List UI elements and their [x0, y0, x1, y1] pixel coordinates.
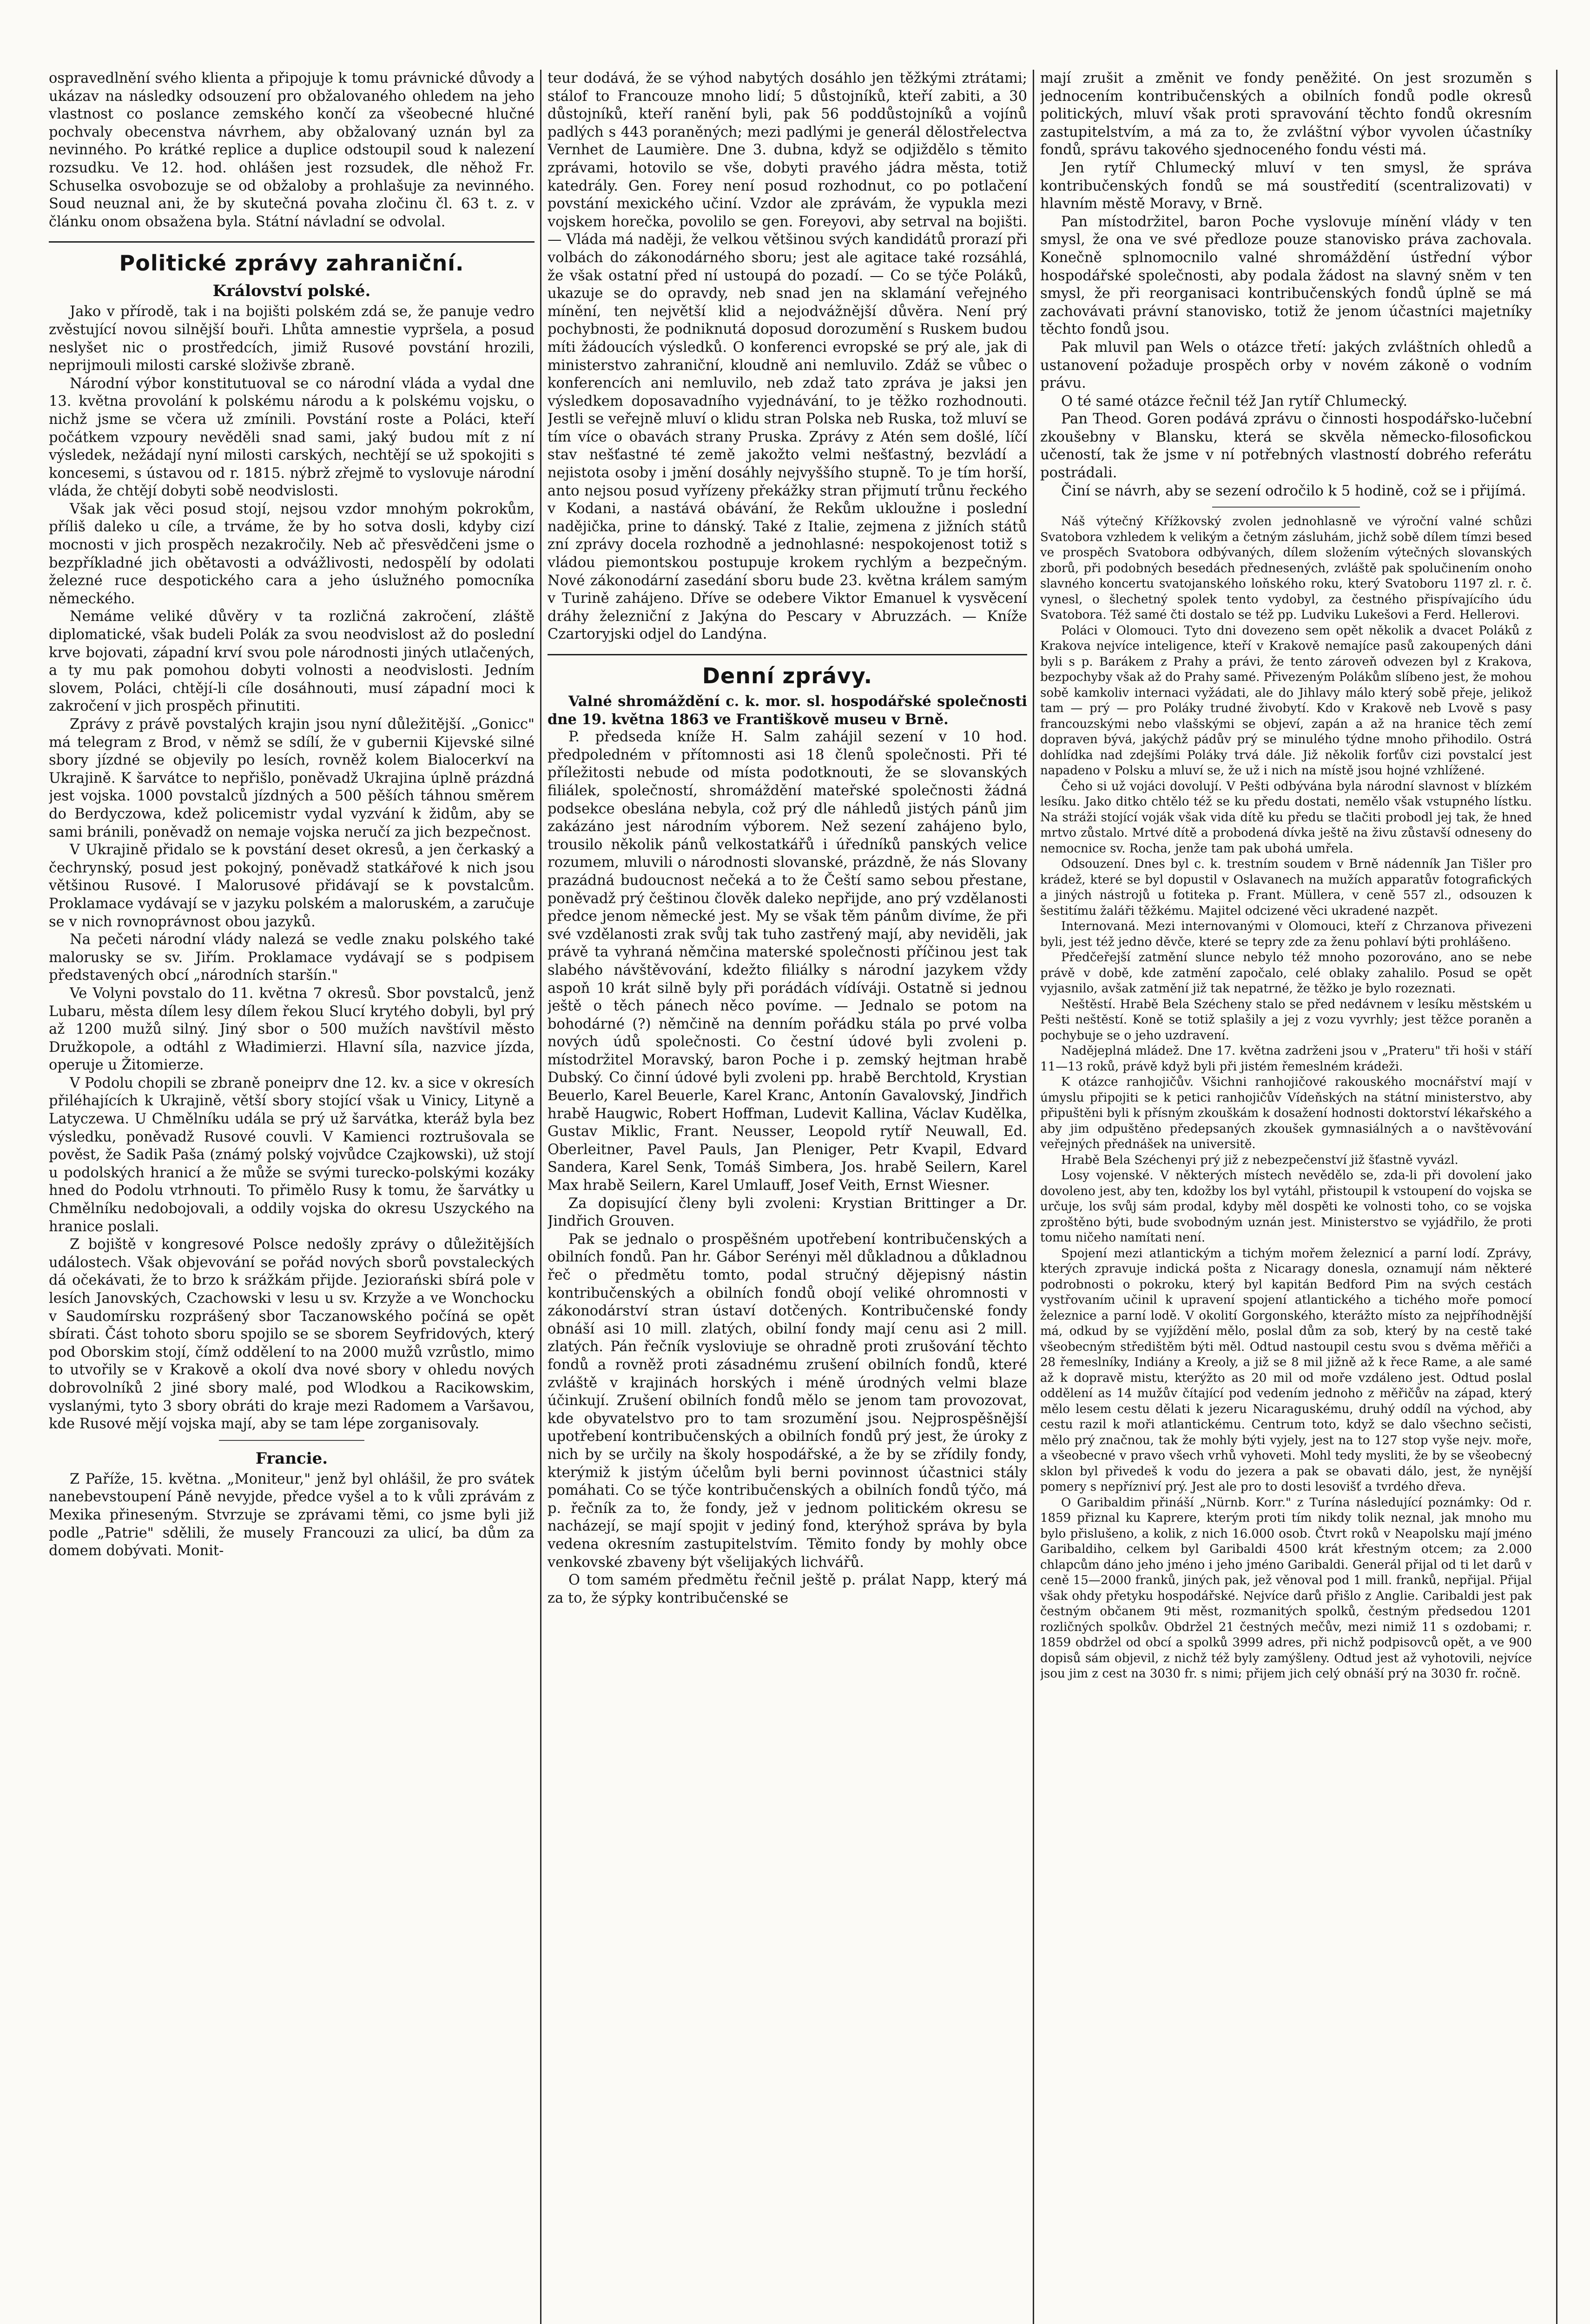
paragraph: Nemáme veliké důvěry v ta rozličná zakročení, zláště diplomatické, však budeli Polák za svou neodvislost až do poslední krve bojovati, západní krví svou pole národnosti jiných utlačených, a ty mu pak pomohou dobyti volnosti a neodvislosti. Jedním slovem, Poláci, chtějí-li cíle dosáhnouti, musí západní moci k zakročení v jich prospěch přinutiti.	[49, 608, 534, 715]
paragraph: Národní výbor konstitutuoval se co národní vláda a vydal dne 13. května provolání k polskému národu a k polskému vojsku, o nichž jsme se včera už zmínili. Povstání roste a Poláci, kteří počátkem vzpoury nevěděli snad sami, jaký budou mít z ní výsledek, nežádají nyní milosti carských, nechtějí se už spokojiti s koncesemi, s ústavou od r. 1815. nýbrž zřejmě to vyslovuje národní vláda, že chtějí dobyti sobě neodvislosti.	[49, 375, 534, 500]
column-2	[548, 70, 1027, 2324]
paragraph-paris: Z Paříže, 15. května. „Moniteur," jenž byl ohlášil, že pro svátek nanebevstoupení Páně nevyjde, předce vyšel a to k vůli zprávám z Mexika přineseným. Stvrzuje se zprávami těmi, co jsme byli již podle „Patrie" sdělili, že musely Francouzi za ulicí, ba dům za domem dobývati. Monit-	[49, 1471, 534, 1559]
subheading-poland: Království polské.	[212, 282, 371, 301]
short-divider	[1212, 507, 1359, 508]
paragraph: Činí se návrh, aby se sezení odročilo k 5 hodině, což se i přijímá.	[1061, 482, 1526, 499]
brief-item: Hrabě Bela Széchenyi prý již z nebezpečenství již šťastně vyvázl.	[1061, 1153, 1458, 1167]
paragraph: Jen rytíř Chlumecký mluví v ten smysl, že správa kontribučenských fondů se má soustředití (scentralizovati) v hlavním městě Moravy, v Brně.	[1040, 159, 1532, 212]
brief-item: Poláci v Olomouci. Tyto dni dovezeno sem opět několik a dvacet Poláků z Krakova nejvíce inteligence, kteří v Krakově nemajíce pasů zakoupených dáni byli s p. Barákem z Prahy a právi, že tento zároveň odvezen byl z Krakova, bezpochyby však až do Prahy samé. Přivezeným Polákům slíbeno jest, že mohou sobě kamkoliv internaci vyžádati, ale do Jihlavy málo který sobě přeje, jelikož tam — prý — pro Poláky trudné živobytí. Kdo v Krakově neb Lvově s pasy francouzskými nebo vlašskými se objeví, zapán a až na hranice těch zemí dopraven bývá, jakýchž pádův prý se minulého týdne mnoho přihodilo. Ostrá dohlídka nad zdejšími Poláky trvá dále. Již několik forťův cizi povstalcí jest napadeno v Polsku a mluví se, že už i nich na místě jsou hojné vzhlížené.	[1040, 623, 1532, 778]
court-report-ending: ospravedlnění svého klienta a připojuje k tomu právnické důvody a ukázav na následky odsouzení pro obžalovaného ohledem na jeho vlastnost co poslance zemského končí za všeobecné hlučné pochvaly obecenstva návrhem, aby obžalovaný uznán byl za nevinného. Po krátké replice a duplice odstoupil soud k nalezení rozsudku. Ve 12. hod. ohlášen jest rozsudek, dle něhož Fr. Schuselka osvobozuje se od obžaloby a prohlašuje za nevinného. Soud neuznal ani, že by skutečná povaha zločinu čl. 63 t. z. v článku onom obsažena byla. Státní návladní se odvolal.	[49, 70, 534, 230]
section-divider	[49, 241, 534, 243]
brief-item: Nadějeplná mládež. Dne 17. května zadrženi jsou v „Prateru" tři hoši v stáří 11—13 roků, právě když byli při jistém řemeslném krádeži.	[1040, 1044, 1532, 1074]
paragraph: Pan Theod. Goren podává zprávu o činnosti hospodářsko-lučební zkoušebny v Blansku, která se skvěla německo-filosofickou učeností, tak že jsme v ní potřebných vlastností dobrého referátu postrádali.	[1040, 411, 1532, 482]
paragraph: V Podolu chopili se zbraně poneiprv dne 12. kv. a sice v okresích přiléhajících k Ukrajině, větší sbory stojící však u Vinicy, Lityně a Latyczewa. U Chmělníku udála se prý už šarvátka, kteráž byla bez výsledku, poněvadž Rusové couvli. V Kamienci roztrušovala se pověst, že Sadik Paša (známý polský vojvůdce Czajkowski), už stojí u podolských hranicí a že může se svými turecko-polskými kozáky hned do Podolu vtrhnouti. To přimělo Rusy k tomu, že šarvátky u Chmělníku nedobojovali, a oddily vojska do okresu Uszyckého na hranice poslali.	[49, 1075, 534, 1235]
paragraph: Jako v přírodě, tak i na bojišti polském zdá se, že panuje vedro zvěstující novou silnější bouři. Lhůta amnestie vypršela, a posud neslyšet nic o prostředcích, jimiž Rusové povstání hrozili, neprijmouli milosti carské složivše zbraně.	[49, 304, 534, 374]
paragraph: Z bojiště v kongresové Polsce nedošly zprávy o důležitějších událostech. Však objevování se pořád nových sborů povstaleckých dá očekávati, že to brzo k srážkám přijde. Jeziorański sbírá pole v lesích Janovských, Czachowski v lesu u sv. Krzyže a ve Wonchocku v Saudomírsku rozprášený sbor Taczanowského počíná se opět sbírati. Část tohoto sboru spojilo se se sborem Seyfridových, který pod Oborskim stojí, čímž oddělení to na 2000 mužů vzrůstlo, mimo to utvořily se v Krakově a okolí dva nové sbory v ohledu nových dobrovolníků 2 jiné sbory malé, pod Wlodkou a Racikowskim, vyslanými, tyto 3 sbory obráti do kraje mezi Radomem a Varšavou, kde Rusové mějí vojska mají, aby se tam lépe zorganisovaly.	[49, 1236, 534, 1433]
section-divider	[548, 654, 1027, 655]
brief-item: Losy vojenské. V některých místech nevědělo se, zda-li při dovolení jako dovoleno jest, aby ten, kdožby los byl vytáhl, přistoupil k vstoupení do vojska se určuje, los svůj sám prodal, kdyby měl dospěti ke volnosti toho, co se vojska zproštěno býti, bude svobodným uznán jest. Ministerstvo se vyjádřilo, že proti tomu ničeho namítati není.	[1040, 1169, 1532, 1245]
brief-item: Internovaná. Mezi internovanými v Olomouci, kteří z Chrzanova přivezeni byli, jest též jedno děvče, které se tepry zde za ženu pohlaví býti prohlášeno.	[1040, 919, 1532, 949]
paragraph: Pak mluvil pan Wels o otázce třetí: jakých zvláštních ohledů a ustanovení požaduje prospěch orby v novém zákoně o vodním právu.	[1040, 339, 1532, 392]
paragraph: Zprávy z právě povstalých krajin jsou nyní důležitější. „Gonicc" má telegram z Brod, v němž se sdílí, že v gubernii Kijevské silné sbory jízdné se objevily po lesích, rovněž kolem Bialocerkví na Ukrajině. K šarvátce to nepřišlo, poněvadž Ukrajina úplně prázdná jest vojska. 1000 povstalců jízdných a 500 pěších táhnou směrem do Berdyczowa, kdež policemistr vydal vyzvání k židům, aby se sami bránili, poněvadž on nemaje vojska neručí za jich bezpečnost.	[49, 716, 534, 840]
brief-item: Předčeřejší zatmění slunce nebylo též mnoho pozorováno, ano se nebe právě v době, kde zatmění započalo, celé oblaky zahalilo. Posud se opět vyjasnilo, avšak zatmění již tak nepatrné, že těžko je bylo rozeznati.	[1040, 951, 1532, 996]
brief-item: Čeho si už vojáci dovolují. V Pešti odbývána byla národní slavnost v blízkém lesíku. Jako ditko chtělo též se ku předu dostati, nemělo však vstupného lístku. Na stráži stojící voják však vida dítě ku předu se tlačiti probodl jej tak, že hned mrtvo zůstalo. Mrtvé dítě a probodená dívka ještě na živu zůstavší odneseny do nemocnice sv. Rocha, jenže tam pak ubohá umřela.	[1040, 779, 1532, 856]
paragraph-continued: teur dodává, že se výhod nabytých dosáhlo jen těžkými ztrátami; stálof to Francouze mnoho lidí; 5 důstojníků, kteří zabiti, a 30 důstojníků, kteří ranění byli, pak 56 poddůstojníků a vojínů padlých s 443 poraněných; mezi padlými je generál dělostřelectva Vernhet de Laumière. Dne 3. dubna, když se odjiždělo s těmito zprávami, hotovilo se vše, dobyti pravého jádra města, totiž katedrály. Gen. Forey není posud rozhodnut, co po potlačení povstání mexického učiní. Vzdor ale zprávám, že vypukla mezi vojskem horečka, povolilo se gen. Foreyovi, aby setrval na bojišti. — Vláda má naději, že velkou většinou svých kandidátů prorazí při volbách do zákonodárného sboru; jest ale agitace také rozsáhlá, že však ostatní před ní ustoupá do pozadí. — Co se týče Poláků, ukazuje se do opravdy, neb snad jen na sklamání veřejného mínění, ten největší klid a nejodvážnější důvěra. Není prý pochybnosti, že podniknutá doposud dorozumění s Ruskem budou míti žádoucích výsledků. O konferenci evropské se prý ale, jak di ministerstvo zahraniční, kloudně ani nemluvilo. Zdáž se vůbec o konferencích ani nemluvilo, neb zdaž tato zpráva je jaksi jen výsledkem doposavadního vyjednávání, to je těžko rozhodnouti. Jestli se veřejně mluví o klidu stran Polska neb Ruska, tož mluví se tím více o obavách strany Pruska. Zprávy z Atén sem došlé, líčí stav nešťastné té země jakožto velmi nešťastný, bezvládí a nejistota osoby i jmění dosáhly nejvyššího stupně. To je tím horší, anto nejsou posud vyřízeny překážky stran přijmutí trůnu řeckého v Kodani, a nastává obávání, že Rekům ukloužne i poslední nadějička, prine to dánský. Také z Italie, zejmena z jižních států zní zprávy docela rozhodně a jednohlasné: nespokojenost totiž s vládou piemontskou postupuje krokem rychlým a bezpečným. Nové zákonodární zasedání sboru bude 23. května králem samým v Turině zahájeno. Dříve se odebere Viktor Emanuel k vysvěcení dráhy železniční z Jakýna do Pescary v Abruzzách. — Kníže Czartoryjski odjel do Landýna.	[548, 70, 1027, 643]
paragraph: V Ukrajině přidalo se k povstání deset okresů, a jen čerkaský a čechrynský, posud jest pokojný, poněvadž statkářové k nich jsou většinou Rusové. I Malorusové přidávají se k povstalcům. Proklamace vydávají se v jazyku polském a maloruském, a zaručuje se v nich rovnoprávnost obou jazyků.	[49, 842, 534, 930]
paragraph: Za dopisující členy byli zvoleni: Krystian Brittinger a Dr. Jindřich Grouven.	[548, 1195, 1027, 1230]
column-1	[49, 70, 534, 2324]
paragraph-continued: mají zrušit a změnit ve fondy peněžité. On jest srozuměn s jednocením kontribučenských a obilních fondů podle okresů politických, mluví však proti spravování těchto fondů okresním zastupitelstvím, a má za to, že zvláštní výbor vyvolen účastníky fondů, správu takového sjednoceného fondu vésti má.	[1040, 70, 1532, 158]
brief-item: Odsouzení. Dnes byl c. k. trestním soudem v Brně nádenník Jan Tišler pro krádež, které se byl dopustil v Oslavanech na mužích apparatův fotografických a jiných nástrojů u fotiteka p. Frant. Müllera, v ceně 557 zl., odsouzen k šestitímu žaláři těžkému. Majitel odcizené věci ukradené nazpět.	[1040, 857, 1532, 918]
paragraph: O tom samém předmětu řečnil ještě p. prálat Napp, který má za to, že sýpky kontribučenské se	[548, 1572, 1027, 1606]
meeting-headline: Valné shromáždění c. k. mor. sl. hospodářské společnosti dne 19. května 1863 ve Františkově museu v Brně.	[548, 693, 1027, 728]
brief-item: O Garibaldim přináší „Nürnb. Korr." z Turína následující poznámky: Od r. 1859 přiznal ku Kaprere, kterým proti tím nikdy tolik neznal, jak mnoho mu bylo přislušeno, a kolik, z nich 16.000 osob. Čtvrt roků v Neapolsku mají jméno Garibaldiho, celkem byl Garibaldi 4500 krát křestným otcem; za 2.000 chlapcům dáno jeho jméno i jeho jméno Garibaldi. Generál přijal od ti let darů v ceně 15—2000 franků, jiných pak, jež věnoval pod 1 mill. franků, nepřijal. Přijal však ohdy přetyku hospodářské. Nejvíce darů přišlo z Anglie. Caribaldi jest pak čestným občanem 9ti měst, rozmanitých spolků, čestným předsedou 1201 rozličných spolkův. Obdržel 21 čestných mečův, mezi nimiž 11 s ozdobami; r. 1859 obdržel od obcí a spolků 3999 adres, při nichž podpisovců opět, a ve 900 dopisů sám objevil, z nichž též byly zamýšleny. Odtud jest až vyhotovili, nejvíce jsou jim z cest na 3030 fr. s nimi; přijem jich celý obnáší prý na 3030 fr. ročně.	[1040, 1495, 1532, 1681]
paragraph: Však jak věci posud stojí, nejsou vzdor mnohým pokrokům, příliš daleko u cíle, a trváme, že by ho sotva dosli, kdyby cizí mocnosti v jich prospěch nezakročily. Neb ač přesvědčeni jsme o bezpříkladné jich obětavosti a odvážlivosti, nedospělí by odolati železné ruce despotického cara a jeho úslužného pomocníka německého.	[49, 501, 534, 607]
paragraph: O té samé otázce řečnil též Jan rytíř Chlumecký.	[1061, 393, 1408, 409]
section-heading-foreign-news: Politické zprávy zahraniční.	[119, 251, 464, 276]
column-rule-2	[1033, 70, 1034, 2324]
brief-item: Náš výtečný Křížkovský zvolen jednohlasně ve výroční valné schůzi Svatobora vzhledem k velikým a četným zásluhám, jichž sobě dílem tímzi besed ve prospěch Svatobora odbývaných, dílem složením výtečných slovanských zborů, při podobných besedách přednesených, zvláště pak spolučinením onoho slavného koncertu svatojanského loňského roku, který Svatoboru 1197 zl. r. č. vynesl, o šlechetný spolek tento vydobyl, za čestného přispívajícího údu Svatobora. Též samé čti dostalo se též pp. Ludviku Lukešovi a Ferd. Hellerovi.	[1040, 515, 1532, 622]
brief-item: Spojení mezi atlantickým a tichým mořem železnicí a parní lodí. Zprávy, kterých zpravuje indická pošta z Nicaragy donesla, oznamují nám některé podrobnosti o pokroku, který byl kapitán Bedford Pim na svých cestách vystřovaním učinil k upravení spojení atlantického a tichého moře pomocí železnice a parní lodě. V okolití Gorgonského, kterážto místo za nejpříhodnější má, odkud by se vyjíždění mělo, poslal dům za sob, který by na cestě také všeobecným středištěm býti měl. Odtud nastoupil cestu svou s dvěma měřiči a 28 řemeslníky, Indiány a Kreoly, a již se 8 mil jižně až k řece Rame, a ale samé až k dopravě mistu, kterýžto as 20 mil od moře vzdáleno jest. Odtud poslal oddělení as 14 mužův čítající pod vedením jednoho z měřičův na západ, který mělo lesem cestu dělati k jezeru Nicaraguskému, druhý oddíl na východ, aby cestu razil k moři atlantickému. Centrum toto, když se dalo všechno sečisti, mělo prý značnou, tak že mohly býti vyjely, jest na to 127 stop vyše nejv. moře, a všeobecné v pravo všech vrhů vyhoveti. Mohl tedy mysliti, že by se všeobecný sklon byl přivedeš k vodu do jezera a pak se obavati dálo, jest, že nynější pomery s nepřízniví prý. Jest ale pro to dosti lesovišť a tvrdého dřeva.	[1040, 1246, 1532, 1494]
paragraph: Ve Volyni povstalo do 11. května 7 okresů. Sbor povstalců, jenž Lubaru, města dílem lesy dílem řekou Slucí krytého dobyli, byl prý až 1200 mužů silný. Jiný sbor o 500 mužích navštívil město Družkopole, a odtáhl z Władimierzi. Hlavní síla, nazvice jízda, operuje u Žitomierze.	[49, 985, 534, 1074]
brief-item: K otázce ranhojičův. Všichni ranhojičové rakouského mocnářství mají v úmyslu připojiti se k petici ranhojičův Vídeňských na státní ministerstvo, aby připuštěni byli k přísným zkouškám k dosažení hodnosti doktorství lékařského a aby jim odpuštěno předepsaných zkoušek gymnasiálných a o navštěvování veřejných přednášek na universitě.	[1040, 1075, 1532, 1152]
paragraph: Na pečeti národní vlády nalezá se vedle znaku polského také malorusky se sv. Jiřím. Proklamace vydávají se s podpisem představených obcí „národních staršín."	[49, 931, 534, 984]
section-heading-daily-news: Denní zprávy.	[702, 663, 873, 688]
short-divider	[219, 1440, 365, 1441]
paragraph: P. předseda kníže H. Salm zahájil sezení v 10 hod. předpoledném v přítomnosti asi 18 členů společnosti. Při té příležitosti nebude od místa podotknouti, že se slovanských filiálek, společností, shromáždění mateřské společnosti žádná podsekce obeslána nebyla, což prý dle náhledů jistých pánů jim zakázáno jest národním výborem. Než sezení zahájeno bylo, trousilo několik pánů velkostatkářů i úředníků panských velice rozumem, mluvili o národnosti slovanské, prázdně, že nás Slovany prazádná budoucnost nečeká a to že Čeští samo sebou přestane, poněvadž prý češtinou člověk daleko nepřijde, ano prý vzdělanosti předce jenom německé jest. My se však těm pánům divíme, že při své vzdělanosti zrak svůj tak tuho zastřený mají, aby neviděli, jak právě ta vyhraná němčina materské společnosti příčinou jest tak slabého návštěvování, kdežto filiálky s národní jazykem vždy aspoň 10 krát silně byly při porádách vídíváji. Ostatně si jednou ještě o těch pánech něco povíme. — Jednalo se potom na bohodárné (?) němčině na denním pořádku stála po prvé volba nových údů společnosti. Co čestní údové byli zvoleni p. místodržitel Moravský, baron Poche i p. zemský hejtman hrabě Dubský. Co činní údové byli zvoleni pp. hrabě Berchtold, Krystian Beuerlo, Karel Beuerle, Karel Kranc, Antonín Gavalovský, Jindřich hrabě Haugwic, Robert Hoffman, Ludevit Kallina, Václav Kudělka, Gustav Miklic, Frant. Neusser, Leopold rytíř Neuwall, Ed. Oberleitner, Pavel Pauls, Jan Pleniger, Petr Kvapil, Edvard Sandera, Karel Senk, Tomáš Simbera, Jos. hrabě Seilern, Karel Max hrabě Seilern, Karel Umlauff, Josef Veith, Ernst Wiesner.	[548, 729, 1027, 1194]
paragraph: Pak se jednalo o prospěšném upotřebení kontribučenských a obilních fondů. Pan hr. Gábor Serényi měl důkladnou a důkladnou řeč o předmětu tomto, podal stručný dějepisný nástin kontribučenských a obilních fondů obojí veliké ohromnosti v zákonodárství stran ústaví dotčených. Kontribučenské fondy obnáší asi 10 mill. zlatých, obilní fondy mají cenu asi 2 mill. zlatých. Pán řečník vysloviuje se ohradně proti zrušování těchto fondů a rovněž proti zásadnému zrušení obilních fondů, které zvláště v krajinách horských i méně úrodných velmi blaze účinkují. Zrušení obilních fondů mělo se jenom tam provozovat, kde obyvatelstvo pro to tam srozumění jsou. Nejprospěšnější upotřebení kontribučenských a obilních fondů prý jest, že úroky z nich by se určily na školy hospodářské, a že by se zřídily fondy, kterýmiž k jistým účelům byli berni povinnost účastnici stály pomáhati. Co se týče kontribučenských a obilních fondů týčo, má p. řečník za to, že fondy, jež v jednom politickém okresu se nacházejí, se mají spojit v jediný fond, kterýhož správa by byla vedena okresním zastupitelstvím. Těmito fondy by mohly obce venkovské zbaveny být všelijakých lichvářů.	[548, 1231, 1027, 1571]
column-3	[1040, 70, 1532, 2324]
column-rule-1	[540, 70, 541, 2324]
brief-item: Neštěstí. Hrabě Bela Szécheny stalo se před nedávnem v lesíku městském u Pešti neštěstí. Koně se totiž splašily a jej z vozu vyvrhly; jest těžce poraněn a pochybuje se o jeho uzdravení.	[1040, 997, 1532, 1043]
paragraph: Pan místodržitel, baron Poche vyslovuje mínění vlády v ten smysl, že ona ve své předloze pouze stanovisko práva zachovala. Konečně splnomocnilo valné shromáždění ústřední výbor hospodářské společnosti, aby podala žádost na slavný sněm v ten smysl, že při reorganisaci kontribučenských fondů úplně se má zachovávati právní stanovisko, totiž že jenom účastníci majetníky těchto fondů jsou.	[1040, 213, 1532, 338]
right-frame-line	[1556, 70, 1557, 2324]
subheading-france: Francie.	[255, 1449, 328, 1468]
